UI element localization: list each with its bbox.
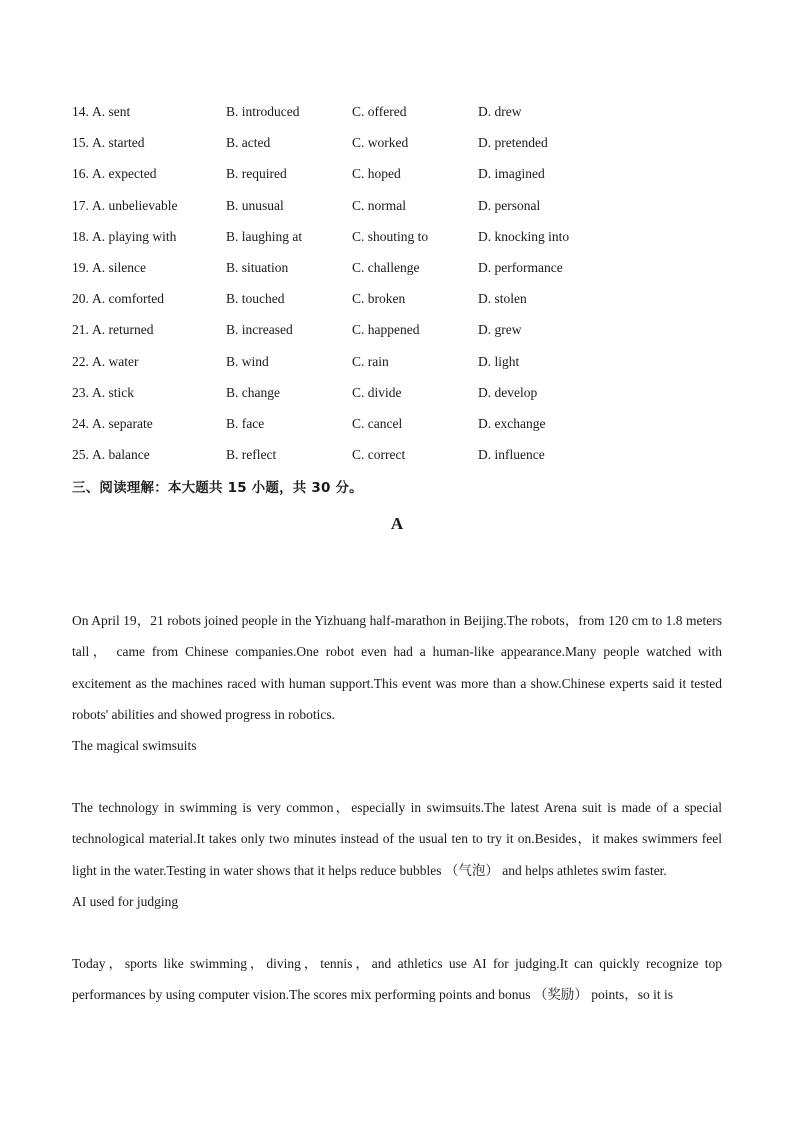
- option-a: A. separate: [92, 416, 153, 431]
- question-number: 21.: [72, 322, 89, 338]
- section-heading: 三、阅读理解：本大题共 15 小题，共 30 分。: [72, 480, 363, 496]
- option-c: C. normal: [352, 197, 406, 213]
- subheading-swimsuits: The magical swimsuits: [72, 738, 197, 753]
- option-d: D. light: [478, 353, 520, 369]
- option-b: B. wind: [226, 353, 269, 369]
- option-c: C. challenge: [352, 260, 420, 275]
- option-b: B. required: [226, 166, 287, 182]
- option-b: B. situation: [226, 260, 289, 275]
- option-c: C. correct: [352, 447, 406, 463]
- question-number: 14.: [72, 104, 89, 119]
- question-number: 24.: [72, 416, 89, 431]
- subheading-ai-judging: AI used for judging: [72, 894, 179, 909]
- question-number: 22.: [72, 353, 89, 369]
- option-b: B. laughing at: [226, 228, 303, 244]
- option-a: A. balance: [92, 447, 150, 463]
- question-row: [72, 196, 752, 216]
- option-b: B. touched: [226, 291, 285, 307]
- question-row: [72, 414, 752, 434]
- option-c: C. broken: [352, 291, 406, 307]
- option-b: B. change: [226, 384, 280, 400]
- option-a: A. returned: [92, 322, 154, 338]
- option-c: C. hoped: [352, 166, 401, 182]
- question-row: [72, 289, 752, 309]
- option-d: D. develop: [478, 384, 538, 400]
- passage-title: A: [390, 514, 404, 533]
- question-row: [72, 133, 752, 153]
- option-d: D. imagined: [478, 166, 545, 182]
- option-b: B. acted: [226, 135, 271, 151]
- option-c: C. offered: [352, 104, 407, 119]
- question-number: 16.: [72, 166, 89, 182]
- passage-paragraph-1: On April 19，21 robots joined people in the Yizhuang half-marathon in Beijing.The robots，from 120 cm to 1.8 meters tall， came from Chinese companies.One robot even had a human-like appearance.Many people watched with excitement as the machines raced with human support.This event was more than a show.Chinese experts said it tested robots' abilities and showed progress in robotics.: [72, 613, 722, 722]
- option-d: D. knocking into: [478, 228, 570, 244]
- question-number: 18.: [72, 228, 89, 244]
- question-row: [72, 383, 752, 403]
- question-row: [72, 227, 752, 247]
- option-c: C. divide: [352, 384, 402, 400]
- option-a: A. unbelievable: [92, 197, 178, 213]
- option-c: C. worked: [352, 135, 409, 151]
- option-d: D. performance: [478, 260, 563, 275]
- option-a: A. silence: [92, 260, 146, 275]
- option-a: A. started: [92, 135, 145, 151]
- question-number: 23.: [72, 384, 89, 400]
- option-b: B. unusual: [226, 197, 284, 213]
- option-a: A. expected: [92, 166, 157, 182]
- question-row: [72, 352, 752, 372]
- passage-paragraph-2: The technology in swimming is very common，especially in swimsuits.The latest Arena suit is made of a special technological material.It takes only two minutes instead of the usual ten to try it on.Besides，it makes swimmers feel light in the water.Testing in water shows that it helps reduce bubbles （气泡） and helps athletes swim faster.: [72, 800, 722, 878]
- option-d: D. exchange: [478, 416, 546, 431]
- question-number: 20.: [72, 291, 89, 307]
- question-row: [72, 258, 752, 278]
- question-row: [72, 445, 752, 465]
- question-number: 15.: [72, 135, 89, 151]
- option-c: C. happened: [352, 322, 420, 338]
- option-a: A. stick: [92, 384, 134, 400]
- question-row: [72, 320, 752, 340]
- option-d: D. stolen: [478, 291, 527, 307]
- option-b: B. reflect: [226, 447, 277, 463]
- option-a: A. sent: [92, 104, 131, 119]
- option-d: D. drew: [478, 104, 522, 119]
- question-row: [72, 164, 752, 184]
- question-number: 17.: [72, 197, 89, 213]
- question-number: 19.: [72, 260, 89, 275]
- option-a: A. water: [92, 353, 139, 369]
- option-d: D. pretended: [478, 135, 548, 151]
- option-b: B. introduced: [226, 104, 300, 119]
- option-a: A. playing with: [92, 228, 177, 244]
- question-number: 25.: [72, 447, 89, 463]
- passage-paragraph-3: Today，sports like swimming，diving，tennis，and athletics use AI for judging.It can quickly recognize top performances by using computer vision.The scores mix performing points and bonus （奖励） points，so it is: [72, 956, 722, 1003]
- option-d: D. grew: [478, 322, 522, 338]
- option-d: D. personal: [478, 197, 541, 213]
- option-c: C. shouting to: [352, 228, 429, 244]
- option-c: C. rain: [352, 353, 389, 369]
- option-b: B. face: [226, 416, 265, 431]
- option-d: D. influence: [478, 447, 545, 463]
- option-a: A. comforted: [92, 291, 164, 307]
- question-row: [72, 102, 752, 122]
- option-c: C. cancel: [352, 416, 403, 431]
- option-b: B. increased: [226, 322, 293, 338]
